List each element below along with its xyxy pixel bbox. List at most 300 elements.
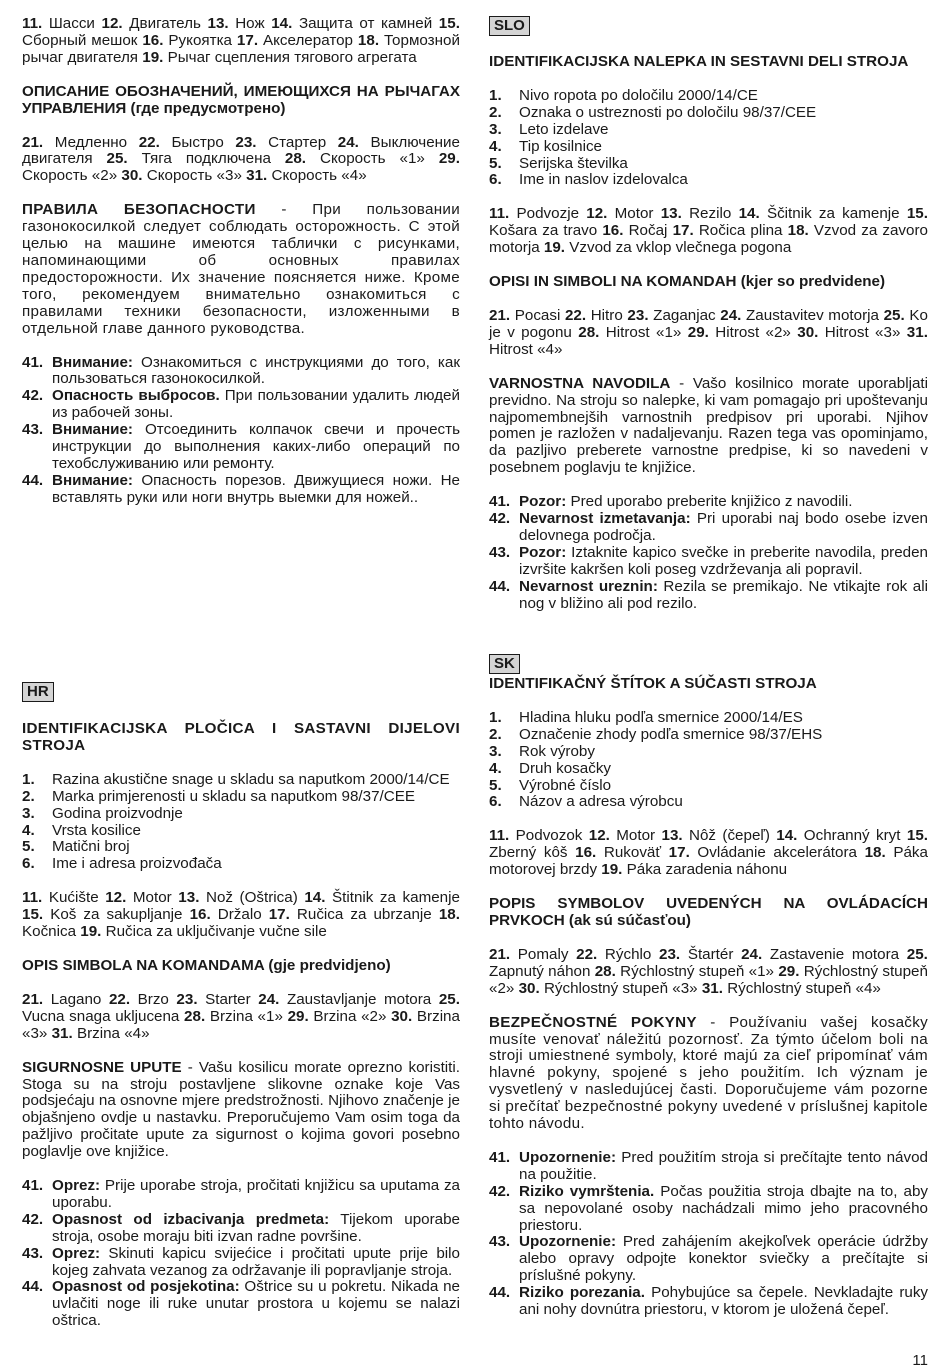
item-number: 41.: [489, 1148, 511, 1166]
item-number: 16.: [575, 844, 597, 862]
item-text: Štartér: [687, 945, 734, 963]
item-text: Hitro: [590, 306, 623, 324]
item-number: 13.: [178, 889, 200, 907]
item-text: Rýchlostný stupeň «2»: [489, 962, 928, 997]
item-text: Brzina «4»: [76, 1024, 150, 1042]
item-text: Rýchlostný stupeň «3»: [543, 979, 698, 997]
warning-label: Upozornenie:: [519, 1148, 617, 1166]
warning-text: Iztaknite kapico svečke in preberite navodila, preden izvršite kakršen koli poseg vzdrževanja ali popravil.: [519, 543, 928, 578]
item-text: Páka zaradenia náhonu: [626, 861, 788, 879]
item-text: Ročaj: [628, 222, 668, 240]
hr-title: IDENTIFIKACIJSKA PLOČICA I SASTAVNI DIJELOVI STROJA: [22, 720, 460, 754]
list-item: [489, 156, 928, 173]
item-text: Стартер: [268, 133, 327, 151]
item-text: Hladina hluku podľa smernice 2000/14/ES: [519, 708, 803, 726]
slo-safety-text: - Vašo kosilnico morate uporabljati previdno. Na stroju so nalepke, ki vam pomagajo pri upoštevanju najpomembnejših varnostnih predpisov pri uporabi. Njihov pomen je razložen v nadaljevanju. Razen tega vas opominjamo, da pazljivo preberete varnostne predpise, ki so navedeni v posebnem poglavju te knjižice.: [489, 374, 928, 477]
warning-item: [22, 1212, 460, 1246]
slo-language-badge: SLO: [489, 16, 530, 36]
warning-label: Nevarnost izmetavanja:: [519, 510, 691, 528]
sk-safety-paragraph: [489, 1015, 928, 1133]
item-number: 4.: [489, 137, 502, 155]
item-number: 15.: [906, 827, 928, 845]
warning-text: Опасность порезов. Движущиеся ножи. Не вставлять руки или ноги внутрь выемки для ножей..: [52, 471, 460, 506]
item-number: 5.: [489, 776, 502, 794]
item-text: Zapnutý náhon: [489, 962, 591, 980]
item-number: 24.: [720, 306, 742, 324]
warning-item: [489, 1285, 928, 1319]
item-number: 16.: [602, 222, 624, 240]
item-text: Hitrost «2»: [715, 323, 791, 341]
hr-safety-text: - Vašu kosilicu morate oprezno koristiti. Stoga su na stroju postavljene slikovne oznake koje Vas podsjećaju na osnovne mjere predstrožnosti. Njihovo značenje je objašnjeno ovdje u nastavku. Preporučujemo Vam osim toga da pažljivo pročitate upute za sigurnost o kojima govori posebno poglavlje ove knjižice.: [22, 1058, 460, 1161]
item-text: Rýchlostný stupeň «1»: [620, 962, 775, 980]
item-number: 15.: [22, 906, 44, 924]
warning-item: [22, 355, 460, 389]
item-text: Štitnik za kamenje: [332, 889, 460, 907]
slo-symbols-title: OPISI IN SIMBOLI NA KOMANDAH (kjer so predvidene): [489, 273, 886, 291]
warning-text: Skinuti kapicu svijećice i pročitati upute prije bilo kojeg zahvata vezanog za održavanje ili popravljanje stroja.: [52, 1244, 460, 1279]
warning-text: Ознакомиться с инструкциями до того, как пользоваться газонокосилкой.: [52, 353, 460, 388]
item-number: 4.: [489, 759, 502, 777]
sk-safety-text: - Používaniu vašej kosačky musíte venovať náležitú pozornosť. Za týmto účelom boli na stroji umiestnené symboly, ktoré majú za cieľ pripomínať vám hlavné pokyny, spojené s jeho použitím. Ich význam je vysvetlený v nasledujúcej časti. Doporučujeme vám pozorne si prečítať bezpečnostné pokyny uvedené v príslušnej kapitole tohto návodu.: [489, 1013, 928, 1133]
item-number: 25.: [438, 990, 460, 1008]
list-item: [489, 122, 928, 139]
item-number: 43.: [22, 1244, 44, 1262]
item-number: 28.: [184, 1007, 206, 1025]
item-number: 11.: [489, 205, 510, 223]
item-number: 2.: [22, 787, 35, 805]
item-text: Vzvod za vklop vlečnega pogona: [569, 239, 792, 257]
slo-title: IDENTIFIKACIJSKA NALEPKA IN SESTAVNI DELI STROJA: [489, 53, 909, 70]
item-text: Rýchlostný stupeň «4»: [727, 979, 881, 997]
item-number: 5.: [489, 154, 502, 172]
item-number: 23.: [176, 990, 198, 1008]
warning-item: [22, 1279, 460, 1330]
item-number: 19.: [601, 861, 623, 879]
sk-section: [489, 654, 928, 1319]
hr-warnings-list: [22, 1178, 460, 1330]
list-item: [489, 761, 928, 778]
item-number: 28.: [578, 323, 600, 341]
item-text: Brzina «3»: [22, 1007, 460, 1042]
item-text: Скорость «3»: [146, 167, 242, 185]
item-text: Ručica za ubrzanje: [296, 906, 432, 924]
sk-title: IDENTIFIKAČNÝ ŠTÍTOK A SÚČASTI STROJA: [489, 675, 817, 692]
item-number: 42.: [489, 1182, 511, 1200]
item-number: 3.: [489, 742, 502, 760]
item-number: 21.: [22, 990, 44, 1008]
ru-section: [22, 16, 460, 507]
warning-item: [489, 1234, 928, 1285]
item-number: 3.: [489, 120, 502, 138]
item-number: 15.: [438, 15, 460, 32]
list-item: [22, 839, 460, 856]
slo-safety-paragraph: [489, 376, 928, 477]
item-number: 28.: [594, 962, 616, 980]
item-text: Nož (Oštrica): [205, 889, 298, 907]
warning-item: [22, 473, 460, 507]
item-text: Pocasi: [514, 306, 561, 324]
hr-ident-list: [22, 772, 460, 873]
item-number: 44.: [489, 577, 511, 595]
item-number: 17.: [268, 906, 290, 924]
item-number: 19.: [142, 48, 164, 66]
item-number: 15.: [906, 205, 928, 223]
item-text: Razina akustične snage u skladu sa naputkom 2000/14/CE: [52, 770, 450, 788]
warning-label: Pozor:: [519, 543, 567, 561]
hr-language-badge: HR: [22, 682, 54, 702]
item-text: Медленно: [54, 133, 128, 151]
item-number: 18.: [357, 31, 380, 49]
warning-text: Pri uporabi naj bodo osebe izven delovnega področja.: [519, 510, 928, 544]
warning-text: Pred použitím stroja si prečítajte tento návod na použitie.: [519, 1148, 928, 1183]
item-number: 29.: [778, 962, 800, 980]
item-number: 29.: [287, 1007, 309, 1025]
item-number: 23.: [627, 306, 649, 324]
ru-symbols-title: ОПИСАНИЕ ОБОЗНАЧЕНИЙ, ИМЕЮЩИХСЯ НА РЫЧАГАХ УПРАВЛЕНИЯ (где предусмотрено): [22, 82, 460, 117]
warning-label: Riziko vymrštenia.: [519, 1182, 655, 1200]
item-number: 22.: [576, 945, 598, 963]
item-number: 24.: [258, 990, 280, 1008]
item-text: Pomaly: [517, 945, 569, 963]
warning-label: Pozor:: [519, 493, 567, 511]
item-text: Нож: [235, 15, 265, 32]
slo-section: [489, 16, 928, 612]
item-text: Označenie zhody podľa smernice 98/37/EHS: [519, 725, 823, 743]
warning-text: Počas použitia stroja dbajte na to, aby sa nepovolané osoby nachádzali mimo jeho pracovného priestoru.: [519, 1182, 928, 1234]
item-number: 21.: [489, 945, 511, 963]
warning-item: [489, 1150, 928, 1184]
list-item: [489, 88, 928, 105]
item-text: Ko je v pogonu: [489, 306, 928, 341]
item-text: Kućište: [48, 889, 99, 907]
warning-text: При пользовании удалить людей из рабочей зоны.: [52, 387, 460, 422]
item-number: 14.: [304, 889, 326, 907]
sk-language-badge: SK: [489, 654, 520, 674]
slo-safety-title: VARNOSTNA NAVODILA: [489, 374, 671, 392]
item-text: Motor: [616, 827, 656, 845]
item-number: 25.: [906, 945, 928, 963]
item-number: 41.: [22, 353, 44, 371]
item-number: 11.: [489, 827, 510, 845]
item-text: Nôž (čepeľ): [689, 827, 770, 845]
item-number: 30.: [121, 167, 143, 185]
warning-label: Внимание:: [52, 421, 133, 439]
item-number: 6.: [22, 855, 35, 873]
item-text: Скорость «2»: [22, 167, 118, 185]
item-number: 41.: [489, 493, 511, 511]
item-text: Тормозной рычаг двигателя: [22, 31, 460, 66]
item-text: Lagano: [50, 990, 102, 1008]
item-number: 25.: [106, 150, 128, 168]
warning-label: Riziko porezania.: [519, 1284, 645, 1302]
item-text: Hitrost «4»: [489, 340, 563, 358]
item-number: 19.: [543, 239, 566, 257]
item-text: Matični broj: [52, 838, 130, 856]
list-item: [489, 710, 928, 727]
hr-symbols-title: OPIS SIMBOLA NA KOMANDAMA (gje predvidjeno): [22, 956, 391, 974]
warning-label: Nevarnost ureznin:: [519, 577, 658, 595]
item-number: 1.: [489, 86, 502, 104]
list-item: [489, 105, 928, 122]
item-text: Leto izdelave: [519, 120, 609, 138]
item-text: Koš za sakupljanje: [50, 906, 183, 924]
item-text: Vzvod za zavoro motorja: [489, 222, 928, 257]
item-text: Páka motorovej brzdy: [489, 844, 928, 879]
item-number: 24.: [741, 945, 763, 963]
item-text: Tip kosilnice: [519, 137, 602, 155]
warning-label: Опасность выбросов.: [52, 387, 220, 405]
list-item: [22, 806, 460, 823]
item-text: Rok výroby: [519, 742, 595, 760]
item-number: 44.: [22, 1278, 44, 1296]
warning-item: [489, 545, 928, 579]
item-number: 44.: [489, 1284, 511, 1302]
item-number: 44.: [22, 471, 44, 489]
warning-item: [22, 1246, 460, 1280]
item-text: Рукоятка: [168, 31, 232, 49]
item-text: Motor: [614, 205, 654, 223]
item-number: 18.: [787, 222, 809, 240]
item-number: 21.: [489, 306, 511, 324]
item-number: 6.: [489, 793, 502, 811]
item-text: Rukoväť: [603, 844, 662, 862]
item-number: 14.: [738, 205, 760, 223]
warning-text: Tijekom uporabe stroja, osobe moraju biti izvan radne površine.: [52, 1210, 460, 1245]
sk-symbols-line: [489, 947, 928, 998]
item-number: 30.: [797, 323, 819, 341]
item-number: 1.: [489, 708, 502, 726]
item-text: Ime i adresa proizvođača: [52, 855, 222, 873]
warning-text: Pred uporabo preberite knjižico z navodili.: [566, 493, 853, 511]
item-text: Motor: [132, 889, 172, 907]
item-number: 22.: [138, 133, 160, 151]
warning-label: Oprez:: [52, 1244, 101, 1262]
item-number: 21.: [22, 133, 44, 151]
item-text: Выключение двигателя: [22, 133, 460, 168]
warning-label: Upozornenie:: [519, 1233, 617, 1251]
item-text: Držalo: [217, 906, 262, 924]
item-number: 5.: [22, 838, 35, 856]
item-number: 22.: [108, 990, 131, 1008]
item-text: Zastavenie motora: [769, 945, 900, 963]
warning-item: [489, 579, 928, 613]
sk-safety-title: BEZPEČNOSTNÉ POKYNY: [489, 1013, 697, 1031]
item-number: 30.: [391, 1007, 413, 1025]
item-text: Скорость «4»: [271, 167, 367, 185]
item-text: Podvozok: [515, 827, 583, 845]
list-item: [22, 789, 460, 806]
list-item: [489, 794, 928, 811]
hr-safety-title: SIGURNOSNE UPUTE: [22, 1058, 182, 1076]
item-text: Brzina «2»: [313, 1007, 387, 1025]
warning-text: Pred zahájením akejkoľvek operácie údržby alebo opravy odpojte konektor sviečky a prečítajte si príslušné pokyny.: [519, 1233, 928, 1285]
item-number: 43.: [22, 421, 44, 439]
item-text: Тяга подключена: [141, 150, 271, 168]
item-number: 29.: [687, 323, 709, 341]
item-number: 19.: [80, 923, 102, 941]
warning-text: Pohybujúce sa čepele. Nevkladajte ruky ani nohy dovnútra priestoru, v ktorom je uložená čepeľ.: [519, 1284, 929, 1319]
item-number: 3.: [22, 804, 35, 822]
ru-symbols-line: [22, 135, 460, 186]
ru-safety-paragraph: [22, 202, 460, 337]
item-text: Rýchlo: [604, 945, 652, 963]
sk-parts-line: [489, 828, 928, 879]
item-number: 11.: [22, 15, 43, 32]
item-number: 13.: [661, 827, 683, 845]
page-number: 11: [912, 1352, 928, 1369]
item-text: Brzo: [137, 990, 169, 1008]
item-number: 17.: [668, 844, 690, 862]
list-item: [22, 823, 460, 840]
hr-section: [22, 682, 460, 1330]
item-number: 42.: [489, 510, 511, 528]
item-text: Druh kosačky: [519, 759, 612, 777]
item-text: Nivo ropota po določilu 2000/14/CE: [519, 86, 758, 104]
item-text: Oznaka o ustreznosti po določilu 98/37/CEE: [519, 103, 817, 121]
item-number: 28.: [284, 150, 307, 168]
list-item: [489, 778, 928, 795]
slo-warnings-list: [489, 494, 928, 612]
item-text: Ščitnik za kamenje: [766, 205, 900, 223]
warning-item: [22, 388, 460, 422]
item-number: 1.: [22, 770, 35, 788]
item-number: 12.: [105, 889, 127, 907]
item-number: 42.: [22, 387, 44, 405]
warning-label: Внимание:: [52, 471, 133, 489]
item-text: Ochranný kryt: [803, 827, 901, 845]
item-text: Ročica plina: [698, 222, 783, 240]
list-item: [22, 856, 460, 873]
item-text: Brzina «1»: [209, 1007, 283, 1025]
item-text: Ručica za uključivanje vučne sile: [105, 923, 327, 941]
item-number: 2.: [489, 725, 502, 743]
item-text: Двигатель: [129, 15, 201, 32]
item-text: Podvozje: [516, 205, 580, 223]
item-number: 31.: [246, 167, 268, 185]
warning-text: Отсоединить колпачок свечи и прочесть инструкции до выполнения каких-либо операций по техобслуживанию или ремонту.: [52, 421, 460, 472]
item-number: 22.: [564, 306, 587, 324]
warning-item: [22, 422, 460, 473]
item-number: 29.: [438, 150, 460, 168]
warning-item: [22, 1178, 460, 1212]
item-number: 23.: [235, 133, 257, 151]
item-text: Názov a adresa výrobcu: [519, 793, 683, 811]
item-number: 43.: [489, 543, 511, 561]
item-text: Zaustavljanje motora: [286, 990, 432, 1008]
item-text: Výrobné číslo: [519, 776, 612, 794]
item-text: Kočnica: [22, 923, 77, 941]
slo-parts-line: [489, 206, 928, 257]
slo-symbols-line: [489, 308, 928, 359]
item-text: Zaganjac: [653, 306, 716, 324]
item-number: 18.: [438, 906, 460, 924]
item-text: Ovládanie akcelerátora: [697, 844, 857, 862]
hr-safety-paragraph: [22, 1060, 460, 1161]
item-text: Marka primjerenosti u skladu sa naputkom 98/37/CEE: [52, 787, 415, 805]
item-number: 4.: [22, 821, 35, 839]
slo-ident-list: [489, 88, 928, 189]
list-item: [489, 172, 928, 189]
item-number: 13.: [660, 205, 682, 223]
item-text: Hitrost «3»: [824, 323, 901, 341]
hr-parts-line: [22, 890, 460, 941]
sk-symbols-title: POPIS SYMBOLOV UVEDENÝCH NA OVLÁDACÍCH PRVKOCH (ak sú súčasťou): [489, 895, 928, 929]
item-text: Zaustavitev motorja: [746, 306, 879, 324]
list-item: [22, 772, 460, 789]
list-item: [489, 727, 928, 744]
item-text: Рычаг сцепления тягового агрегата: [167, 48, 417, 66]
item-number: 14.: [776, 827, 798, 845]
item-text: Скорость «1»: [319, 150, 425, 168]
warning-label: Opasnost od izbacivanja predmeta:: [52, 1210, 330, 1228]
list-item: [489, 139, 928, 156]
item-text: Vucna snaga ukljucena: [22, 1007, 180, 1025]
item-number: 30.: [518, 979, 540, 997]
item-number: 31.: [906, 323, 928, 341]
item-number: 18.: [864, 844, 886, 862]
item-text: Ime in naslov izdelovalca: [519, 171, 688, 189]
item-text: Zberný kôš: [489, 844, 568, 862]
warning-item: [489, 511, 928, 545]
ru-parts-line: [22, 16, 460, 67]
item-number: 43.: [489, 1233, 511, 1251]
ru-warnings-list: [22, 355, 460, 507]
item-number: 41.: [22, 1177, 44, 1195]
item-number: 13.: [207, 15, 229, 32]
item-text: Rezilo: [689, 205, 732, 223]
item-number: 2.: [489, 103, 502, 121]
item-number: 6.: [489, 171, 502, 189]
ru-safety-text: - При пользовании газонокосилкой следует соблюдать осторожность. С этой целью на машине имеются таблички с рисунками, напоминающими об основных правилах предосторожности. Их значение поясняется ниже. Кроме того, рекомендуем внимательно ознакомиться с правилами техники безопасности, изложенными в отдельной главе данного руководства.: [22, 201, 460, 337]
item-text: Vrsta kosilice: [52, 821, 141, 839]
list-item: [489, 744, 928, 761]
item-text: Godina proizvodnje: [52, 804, 183, 822]
warning-item: [489, 1184, 928, 1235]
item-number: 12.: [588, 827, 610, 845]
item-text: Hitrost «1»: [605, 323, 682, 341]
item-text: Starter: [205, 990, 251, 1008]
item-number: 16.: [189, 906, 211, 924]
item-text: Košara za travo: [489, 222, 598, 240]
warning-item: [489, 494, 928, 511]
warning-text: Rezila se premikajo. Ne vtikajte rok ali nog v bližino ali pod rezilo.: [519, 577, 928, 612]
item-number: 12.: [586, 205, 608, 223]
item-number: 31.: [51, 1024, 73, 1042]
item-text: Быстро: [171, 133, 224, 151]
warning-label: Oprez:: [52, 1177, 101, 1195]
item-text: Акселератор: [262, 31, 353, 49]
item-number: 31.: [701, 979, 723, 997]
warning-label: Внимание:: [52, 353, 133, 371]
ru-safety-title: ПРАВИЛА БЕЗОПАСНОСТИ: [22, 201, 256, 219]
item-number: 16.: [142, 31, 164, 49]
item-text: Serijska številka: [519, 154, 628, 172]
item-number: 25.: [883, 306, 905, 324]
sk-warnings-list: [489, 1150, 928, 1319]
item-number: 12.: [101, 15, 123, 32]
item-number: 17.: [672, 222, 694, 240]
item-text: Шасси: [48, 15, 95, 32]
warning-text: Oštrice su u pokretu. Nikada ne uvlačiti noge ili ruke unutar prostora u kojemu se nalazi oštrica.: [52, 1278, 460, 1330]
item-number: 14.: [271, 15, 293, 32]
warning-text: Prije uporabe stroja, pročitati knjižicu sa uputama za uporabu.: [52, 1177, 460, 1211]
hr-symbols-line: [22, 992, 460, 1043]
sk-ident-list: [489, 710, 928, 811]
item-number: 11.: [22, 889, 43, 907]
item-text: Сборный мешок: [22, 31, 138, 49]
item-number: 24.: [337, 133, 359, 151]
item-number: 17.: [236, 31, 259, 49]
